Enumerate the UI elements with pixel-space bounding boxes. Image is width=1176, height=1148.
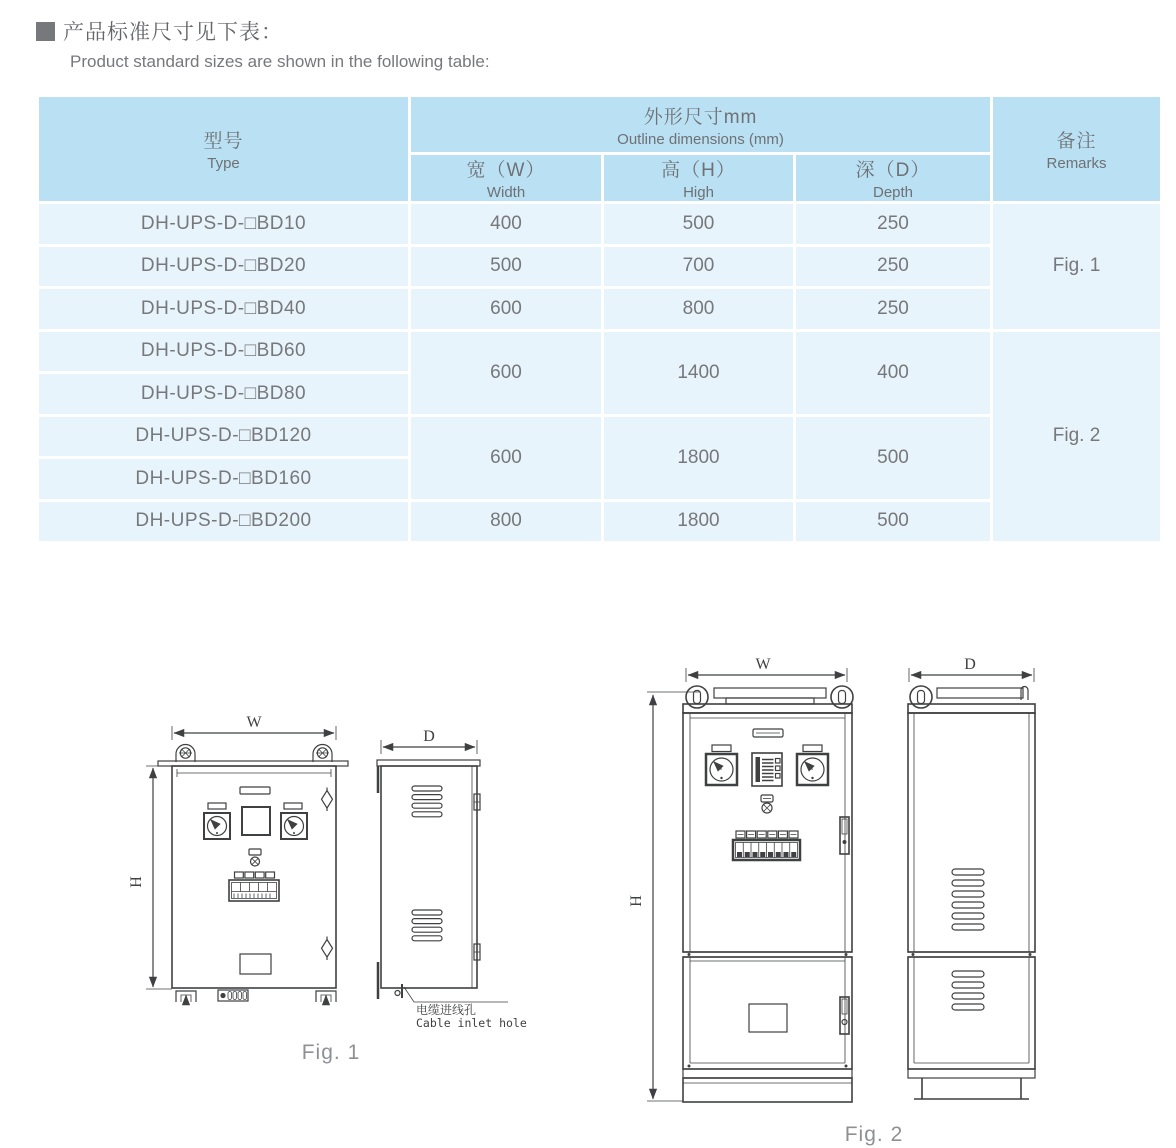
high-cell: 1800 — [603, 415, 795, 500]
col-header-type — [38, 96, 410, 203]
width-cell: 500 — [410, 245, 603, 288]
high-cell: 1800 — [603, 500, 795, 543]
col-header-depth — [795, 154, 992, 203]
depth-cell: 250 — [795, 288, 992, 331]
col-header-type-zh: 型号 — [203, 131, 244, 152]
fig1-display-slot — [240, 787, 270, 794]
fig1-bottom-window — [240, 954, 271, 974]
fig2-dim-w-label: W — [755, 656, 771, 673]
type-cell: DH-UPS-D-□BD160 — [38, 458, 410, 501]
table-row — [38, 330, 1162, 373]
fig2-door-handle-upper — [840, 817, 849, 854]
fig2-dim-d-label: D — [964, 656, 976, 673]
depth-cell: 400 — [795, 330, 992, 415]
fig1-right-gauge-icon — [281, 813, 307, 839]
fig2-caption: Fig. 2 — [844, 1123, 904, 1146]
fig1-right-foot — [316, 991, 336, 1002]
fig2-indicator-lamp-icon — [761, 795, 773, 813]
fig1-cable-label-zh: 电缆进线孔 — [416, 1003, 477, 1017]
size-table — [36, 94, 1163, 544]
fig2-side-view — [908, 656, 1035, 1099]
col-header-type-en: Type — [207, 155, 240, 172]
type-cell: DH-UPS-D-□BD200 — [38, 500, 410, 543]
fig2-side-louvers-lower — [952, 971, 984, 1010]
section-header — [36, 16, 490, 72]
type-cell: DH-UPS-D-□BD80 — [38, 373, 410, 416]
depth-cell: 500 — [795, 415, 992, 500]
col-header-width-en: Width — [486, 184, 526, 201]
fig1-indicator-lamp-icon — [249, 849, 261, 866]
col-header-depth-zh: 深（D） — [855, 160, 931, 181]
depth-cell: 250 — [795, 203, 992, 246]
fig1-cable-label-en: Cable inlet hole — [416, 1016, 527, 1030]
col-header-width-zh: 宽（W） — [466, 160, 546, 181]
fig1-louver-vents-upper — [412, 786, 442, 817]
high-cell: 500 — [603, 203, 795, 246]
fig1-center-window — [242, 807, 270, 835]
fig1-drawing — [125, 695, 565, 1075]
fig2-side-base-legs — [914, 1078, 1029, 1099]
fig2-drawing — [600, 648, 1070, 1148]
fig2-front-view — [628, 656, 853, 1102]
fig1-dim-w-label: W — [246, 714, 262, 731]
fig2-left-gauge-icon — [706, 754, 737, 785]
width-cell: 600 — [410, 288, 603, 331]
type-cell: DH-UPS-D-□BD60 — [38, 330, 410, 373]
col-header-high — [603, 154, 795, 203]
fig1-left-foot — [176, 991, 196, 1002]
width-cell: 600 — [410, 415, 603, 500]
col-header-remarks-zh: 备注 — [1056, 131, 1097, 152]
table-row — [38, 203, 1162, 246]
section-title-en: Product standard sizes are shown in the following table: — [70, 52, 490, 71]
fig1-caption: Fig. 1 — [301, 1041, 361, 1064]
high-cell: 1400 — [603, 330, 795, 415]
fig1-door-handle-upper — [322, 788, 333, 812]
fig2-door-handle-lower — [840, 997, 849, 1034]
col-header-outline — [410, 96, 992, 154]
fig1-cable-inlet-callout — [395, 984, 527, 1030]
depth-cell: 250 — [795, 245, 992, 288]
type-cell: DH-UPS-D-□BD10 — [38, 203, 410, 246]
col-header-high-en: High — [683, 184, 714, 201]
width-cell: 600 — [410, 330, 603, 415]
fig1-left-gauge-icon — [204, 813, 230, 839]
high-cell: 700 — [603, 245, 795, 288]
col-header-outline-zh: 外形尺寸mm — [643, 106, 758, 128]
fig1-cable-gland — [218, 990, 248, 1001]
col-header-depth-en: Depth — [873, 184, 914, 201]
high-cell: 800 — [603, 288, 795, 331]
col-header-width — [410, 154, 603, 203]
remarks-cell-fig1: Fig. 1 — [992, 203, 1162, 331]
col-header-remarks — [992, 96, 1162, 203]
remarks-cell-fig2: Fig. 2 — [992, 330, 1162, 543]
type-cell: DH-UPS-D-□BD20 — [38, 245, 410, 288]
fig2-nameplate — [749, 1004, 787, 1032]
col-header-remarks-en: Remarks — [1046, 155, 1107, 172]
fig2-terminal-block — [733, 831, 800, 860]
section-bullet-icon — [36, 22, 55, 41]
fig2-side-louvers-upper — [952, 869, 984, 930]
fig2-meter-module-icon — [752, 753, 782, 786]
fig2-right-gauge-icon — [797, 754, 828, 785]
type-cell: DH-UPS-D-□BD40 — [38, 288, 410, 331]
depth-cell: 500 — [795, 500, 992, 543]
fig2-dim-h-label: H — [628, 895, 645, 907]
fig1-louver-vents-lower — [412, 910, 442, 941]
fig1-front-view — [128, 714, 348, 1002]
col-header-high-zh: 高（H） — [661, 160, 736, 181]
col-header-outline-en: Outline dimensions (mm) — [617, 130, 784, 148]
fig1-door-handle-lower — [322, 937, 333, 961]
type-cell: DH-UPS-D-□BD120 — [38, 415, 410, 458]
fig1-dim-h-label: H — [128, 876, 145, 888]
width-cell: 800 — [410, 500, 603, 543]
fig1-side-view — [377, 728, 527, 1030]
fig1-terminal-block — [229, 872, 279, 901]
width-cell: 400 — [410, 203, 603, 246]
fig1-dim-d-label: D — [423, 728, 435, 745]
section-title-zh: 产品标准尺寸见下表： — [63, 21, 283, 44]
